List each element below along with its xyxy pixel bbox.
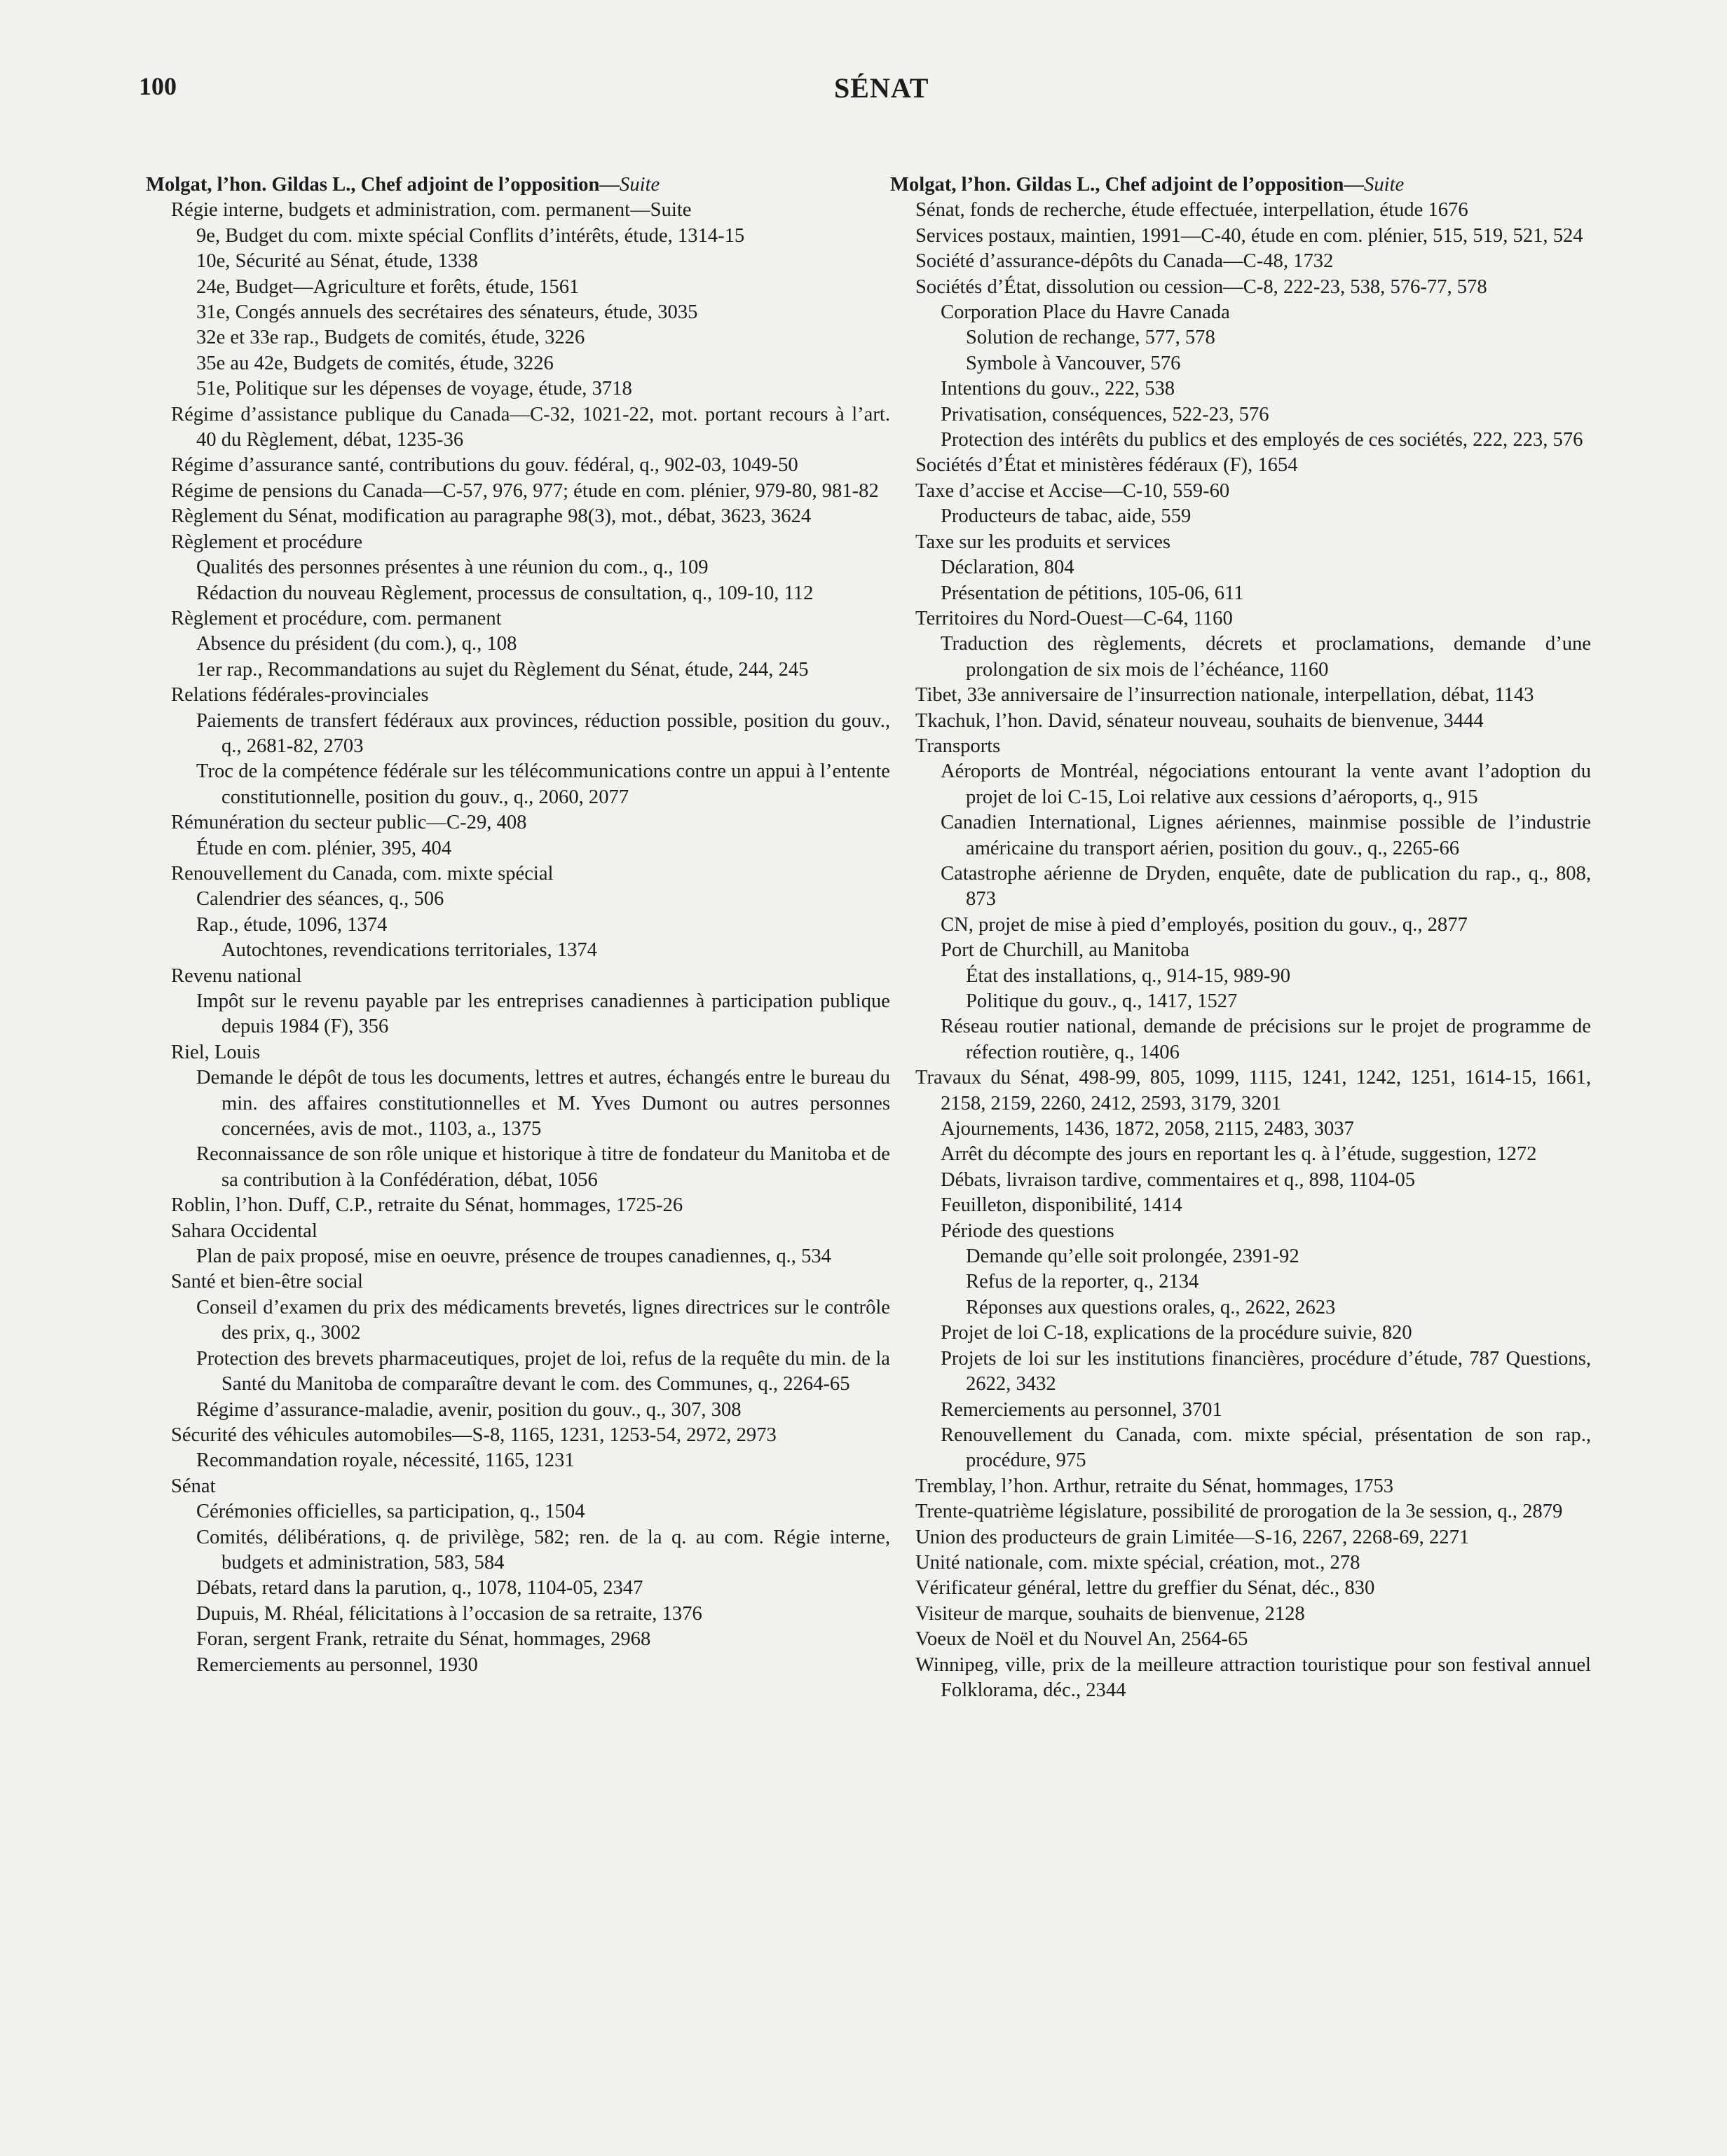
index-entry-text: Réponses aux questions orales, q., 2622, 2623 — [966, 1296, 1336, 1318]
index-entry-text: Feuilleton, disponibilité, 1414 — [941, 1194, 1182, 1217]
index-entry — [890, 555, 1591, 580]
index-entry-text: Dupuis, M. Rhéal, félicitations à l’occasion de sa retraite, 1376 — [196, 1602, 702, 1625]
index-entry — [146, 887, 890, 912]
index-entry — [146, 683, 890, 708]
index-entry-text: Troc de la compétence fédérale sur les télécommunications contre un appui à l’entente constitutionnelle, position du gouv., q., 2060, 2077 — [196, 760, 890, 808]
index-entry-text: Rémunération du secteur public—C-29, 408 — [171, 812, 527, 834]
index-entry-text: Molgat, l’hon. Gildas L., Chef adjoint de l’opposition— — [146, 174, 620, 196]
index-entry — [890, 1244, 1591, 1269]
index-entry-text: Régime d’assurance-maladie, avenir, position du gouv., q., 307, 308 — [196, 1398, 742, 1421]
index-entry-text: Tkachuk, l’hon. David, sénateur nouveau, souhaits de bienvenue, 3444 — [915, 709, 1484, 732]
index-entry-text: Relations fédérales-provinciales — [171, 684, 429, 707]
index-entry-text: Sahara Occidental — [171, 1220, 318, 1242]
index-entry — [890, 275, 1591, 300]
index-entry — [146, 1142, 890, 1193]
index-entry — [890, 989, 1591, 1014]
index-entry-text: Traduction des règlements, décrets et proclamations, demande d’une prolongation de six mois de l’échéance, 1160 — [941, 633, 1591, 681]
index-entry — [146, 325, 890, 350]
index-entry-text: Voeux de Noël et du Nouvel An, 2564-65 — [915, 1628, 1248, 1651]
index-entry-text: Arrêt du décompte des jours en reportant les q. à l’étude, suggestion, 1272 — [941, 1143, 1537, 1166]
index-entry — [146, 989, 890, 1040]
index-entry-text: Port de Churchill, au Manitoba — [941, 939, 1189, 962]
index-entry-text: Tibet, 33e anniversaire de l’insurrection nationale, interpellation, débat, 1143 — [915, 684, 1534, 707]
index-entry-text: Sénat, fonds de recherche, étude effectuée, interpellation, étude 1676 — [915, 199, 1468, 221]
index-entry-text: Régie interne, budgets et administration, com. permanent—Suite — [171, 199, 692, 221]
index-entry — [890, 428, 1591, 453]
index-entry-text: Catastrophe aérienne de Dryden, enquête, date de publication du rap., q., 808, 873 — [941, 862, 1591, 910]
index-entry-text: Remerciements au personnel, 1930 — [196, 1653, 478, 1676]
index-entry — [146, 1244, 890, 1269]
index-entry-text: Recommandation royale, nécessité, 1165, 1231 — [196, 1449, 575, 1472]
index-entry-text: Présentation de pétitions, 105-06, 611 — [941, 582, 1244, 604]
index-entry — [890, 734, 1591, 759]
index-entry-text: Sociétés d’État et ministères fédéraux (F), 1654 — [915, 454, 1298, 477]
index-entry-text: Qualités des personnes présentes à une réunion du com., q., 109 — [196, 557, 709, 579]
index-entry — [890, 632, 1591, 683]
index-entry — [890, 1295, 1591, 1321]
index-entry-text: Remerciements au personnel, 3701 — [941, 1398, 1222, 1421]
index-entry — [890, 606, 1591, 632]
index-entry-text: Producteurs de tabac, aide, 559 — [941, 505, 1192, 528]
index-entry — [890, 224, 1591, 249]
index-entry — [146, 1193, 890, 1218]
index-entry-text: 24e, Budget—Agriculture et forêts, étude, 1561 — [196, 275, 580, 298]
index-entry-text: 32e et 33e rap., Budgets de comités, étude, 3226 — [196, 327, 585, 349]
index-entry-text: Débats, livraison tardive, commentaires et q., 898, 1104-05 — [941, 1168, 1416, 1191]
index-entry — [146, 938, 890, 963]
index-entry-text: Conseil d’examen du prix des médicaments brevetés, lignes directrices sur le contrôle des prix, q., 3002 — [196, 1296, 890, 1344]
index-entry — [890, 1219, 1591, 1244]
index-entry-text: Renouvellement du Canada, com. mixte spécial — [171, 862, 554, 885]
index-entry-text: Projets de loi sur les institutions financières, procédure d’étude, 787 Questions, 2622, 3432 — [941, 1347, 1591, 1396]
left-column — [146, 172, 890, 1678]
index-entry — [146, 453, 890, 478]
index-entry-text: Taxe sur les produits et services — [915, 531, 1171, 553]
index-entry — [146, 1295, 890, 1346]
index-entry — [146, 913, 890, 938]
index-entry — [146, 504, 890, 529]
index-entry — [146, 198, 890, 223]
index-entry — [146, 709, 890, 760]
index-entry — [890, 325, 1591, 350]
index-entry-text: Molgat, l’hon. Gildas L., Chef adjoint de l’opposition— — [890, 174, 1365, 196]
index-entry — [890, 709, 1591, 734]
index-entry — [146, 1525, 890, 1576]
index-entry-text: Comités, délibérations, q. de privilège, 582; ren. de la q. au com. Régie interne, budgets et administration, 583, 584 — [196, 1526, 890, 1574]
index-entry — [146, 1423, 890, 1448]
index-entry-text: Régime de pensions du Canada—C-57, 976, 977; étude en com. plénier, 979-80, 981-82 — [171, 479, 879, 502]
index-entry — [146, 606, 890, 632]
index-entry-text: Unité nationale, com. mixte spécial, création, mot., 278 — [915, 1551, 1360, 1574]
index-entry — [890, 249, 1591, 274]
index-entry-text: Trente-quatrième législature, possibilité de prorogation de la 3e session, q., 2879 — [915, 1501, 1563, 1523]
index-entry — [890, 402, 1591, 428]
index-entry-text: Symbole à Vancouver, 576 — [966, 352, 1181, 374]
index-entry-text: 1er rap., Recommandations au sujet du Règlement du Sénat, étude, 244, 245 — [196, 658, 809, 681]
index-entry — [890, 1014, 1591, 1065]
index-heading-suffix: Suite — [1364, 174, 1405, 196]
index-entry-text: Sénat — [171, 1475, 216, 1497]
index-entry — [146, 1065, 890, 1142]
index-entry — [890, 1499, 1591, 1524]
index-entry — [890, 1321, 1591, 1346]
index-entry-text: Intentions du gouv., 222, 538 — [941, 378, 1175, 400]
index-entry — [890, 810, 1591, 861]
index-entry — [146, 1499, 890, 1524]
index-entry — [890, 504, 1591, 529]
index-entry-text: Tremblay, l’hon. Arthur, retraite du Sénat, hommages, 1753 — [915, 1475, 1394, 1497]
index-entry-text: Autochtones, revendications territoriales, 1374 — [221, 939, 597, 962]
index-entry-text: Canadien International, Lignes aériennes, mainmise possible de l’industrie américaine du transport aérien, position du gouv., q., 2265-66 — [941, 812, 1591, 859]
index-entry-text: Refus de la reporter, q., 2134 — [966, 1271, 1199, 1293]
index-entry-text: Solution de rechange, 577, 578 — [966, 327, 1215, 349]
index-entry-text: Renouvellement du Canada, com. mixte spécial, présentation de son rap., procédure, 975 — [941, 1424, 1591, 1472]
index-entry-text: Étude en com. plénier, 395, 404 — [196, 837, 452, 859]
index-entry — [890, 530, 1591, 555]
index-entry — [890, 300, 1591, 325]
index-entry-text: 51e, Politique sur les dépenses de voyage, étude, 3718 — [196, 378, 632, 400]
index-entry — [146, 861, 890, 887]
index-entry-text: Transports — [915, 735, 1001, 757]
index-entry-text: Réseau routier national, demande de précisions sur le projet de programme de réfection routière, q., 1406 — [941, 1016, 1591, 1063]
index-entry — [890, 453, 1591, 478]
index-entry-text: Calendrier des séances, q., 506 — [196, 888, 444, 910]
index-entry — [890, 938, 1591, 963]
index-entry — [146, 657, 890, 683]
index-entry — [146, 1269, 890, 1295]
index-entry-text: Vérificateur général, lettre du greffier du Sénat, déc., 830 — [915, 1577, 1375, 1599]
index-entry — [890, 913, 1591, 938]
index-entry — [146, 402, 890, 453]
index-entry — [146, 1448, 890, 1473]
index-entry — [890, 581, 1591, 606]
index-entry-text: Aéroports de Montréal, négociations entourant la vente avant l’adoption du projet de loi C-15, Loi relative aux cessions d’aéroports, q., 915 — [941, 760, 1591, 808]
index-entry — [890, 1168, 1591, 1193]
index-entry-text: Travaux du Sénat, 498-99, 805, 1099, 1115, 1241, 1242, 1251, 1614-15, 1661, 2158, 2159, 2260, 2412, 2593, 3179, 3201 — [915, 1067, 1591, 1114]
index-entry — [146, 1653, 890, 1678]
index-entry-text: Règlement et procédure — [171, 531, 363, 553]
index-entry — [890, 1065, 1591, 1117]
index-entry — [146, 810, 890, 835]
index-entry — [146, 581, 890, 606]
index-entry-text: Protection des intérêts du publics et des employés de ces sociétés, 222, 223, 576 — [941, 429, 1583, 451]
index-entry — [146, 555, 890, 580]
index-entry — [890, 1398, 1591, 1423]
index-entry-text: Plan de paix proposé, mise en oeuvre, présence de troupes canadiennes, q., 534 — [196, 1246, 831, 1268]
index-entry-text: État des installations, q., 914-15, 989-90 — [966, 964, 1291, 987]
index-entry — [890, 1193, 1591, 1218]
index-entry-text: 31e, Congés annuels des secrétaires des sénateurs, étude, 3035 — [196, 301, 698, 324]
index-entry-text: Impôt sur le revenu payable par les entreprises canadiennes à participation publique depuis 1984 (F), 356 — [196, 990, 890, 1038]
index-entry-text: Sécurité des véhicules automobiles—S-8, 1165, 1231, 1253-54, 2972, 2973 — [171, 1424, 777, 1446]
index-entry — [890, 1653, 1591, 1704]
index-entry-text: Société d’assurance-dépôts du Canada—C-48, 1732 — [915, 250, 1334, 273]
index-entry — [146, 224, 890, 249]
index-entry — [890, 683, 1591, 708]
index-entry — [890, 351, 1591, 376]
index-entry-text: Territoires du Nord-Ouest—C-64, 1160 — [915, 607, 1233, 629]
index-entry — [890, 964, 1591, 989]
index-heading — [890, 172, 1591, 198]
index-entry — [146, 759, 890, 810]
index-entry-text: 10e, Sécurité au Sénat, étude, 1338 — [196, 250, 478, 273]
index-entry-text: CN, projet de mise à pied d’employés, position du gouv., q., 2877 — [941, 913, 1468, 936]
index-entry-text: Services postaux, maintien, 1991—C-40, étude en com. plénier, 515, 519, 521, 524 — [915, 224, 1583, 247]
index-entry-text: Santé et bien-être social — [171, 1271, 363, 1293]
right-column — [890, 172, 1591, 1703]
index-entry — [890, 376, 1591, 402]
index-entry-text: Taxe d’accise et Accise—C-10, 559-60 — [915, 479, 1230, 502]
index-entry — [146, 479, 890, 504]
index-entry — [146, 1627, 890, 1652]
index-entry-text: Absence du président (du com.), q., 108 — [196, 633, 517, 655]
page-number: 100 — [139, 72, 177, 100]
index-entry-text: Riel, Louis — [171, 1041, 261, 1063]
index-entry-text: Foran, sergent Frank, retraite du Sénat, hommages, 2968 — [196, 1628, 651, 1651]
index-entry-text: Ajournements, 1436, 1872, 2058, 2115, 2483, 3037 — [941, 1118, 1354, 1140]
index-entry — [890, 1346, 1591, 1398]
index-heading — [146, 172, 890, 198]
index-entry-text: Débats, retard dans la parution, q., 1078, 1104-05, 2347 — [196, 1577, 643, 1599]
index-entry-text: 9e, Budget du com. mixte spécial Conflits d’intérêts, étude, 1314-15 — [196, 224, 745, 247]
index-entry — [146, 300, 890, 325]
index-entry-text: Roblin, l’hon. Duff, C.P., retraite du Sénat, hommages, 1725-26 — [171, 1194, 683, 1217]
index-entry-text: Sociétés d’État, dissolution ou cession—C-8, 222-23, 538, 576-77, 578 — [915, 275, 1487, 298]
index-entry — [890, 1142, 1591, 1167]
index-entry — [146, 351, 890, 376]
index-entry — [146, 1040, 890, 1065]
index-entry-text: Corporation Place du Havre Canada — [941, 301, 1230, 324]
index-entry-text: Reconnaissance de son rôle unique et historique à titre de fondateur du Manitoba et de sa contribution à la Confédération, débat, 1056 — [196, 1143, 890, 1191]
index-entry-text: Déclaration, 804 — [941, 557, 1074, 579]
index-entry-text: Régime d’assurance santé, contributions du gouv. fédéral, q., 902-03, 1049-50 — [171, 454, 798, 477]
index-entry-text: Projet de loi C-18, explications de la procédure suivie, 820 — [941, 1322, 1412, 1344]
index-entry — [890, 861, 1591, 913]
index-entry — [890, 1423, 1591, 1474]
index-entry-text: Période des questions — [941, 1220, 1114, 1242]
index-entry — [890, 479, 1591, 504]
index-entry-text: Rédaction du nouveau Règlement, processus de consultation, q., 109-10, 112 — [196, 582, 814, 604]
index-entry-text: Cérémonies officielles, sa participation, q., 1504 — [196, 1501, 585, 1523]
index-entry — [146, 530, 890, 555]
index-entry — [146, 632, 890, 657]
index-entry — [890, 1269, 1591, 1295]
index-entry — [890, 198, 1591, 223]
index-entry-text: Visiteur de marque, souhaits de bienvenue, 2128 — [915, 1602, 1305, 1625]
index-entry — [890, 1550, 1591, 1576]
index-entry — [146, 1576, 890, 1601]
index-entry — [146, 275, 890, 300]
index-entry-text: Rap., étude, 1096, 1374 — [196, 913, 388, 936]
index-entry — [146, 1346, 890, 1398]
index-entry — [146, 964, 890, 989]
index-entry-text: Politique du gouv., q., 1417, 1527 — [966, 990, 1238, 1012]
index-entry-text: 35e au 42e, Budgets de comités, étude, 3226 — [196, 352, 554, 374]
index-entry — [890, 1602, 1591, 1627]
index-entry — [146, 1398, 890, 1423]
index-entry-text: Règlement et procédure, com. permanent — [171, 607, 502, 629]
index-entry — [890, 1117, 1591, 1142]
index-entry-text: Demande le dépôt de tous les documents, lettres et autres, échangés entre le bureau du min. des affaires constitutionnelles et M. Yves Dumont ou autres personnes concernées, avis de mot., 1103, a., 1375 — [196, 1067, 890, 1140]
index-entry-text: Paiements de transfert fédéraux aux provinces, réduction possible, position du gouv., q., 2681-82, 2703 — [196, 709, 890, 757]
index-entry — [146, 249, 890, 274]
index-entry — [146, 1219, 890, 1244]
index-heading-suffix: Suite — [620, 174, 660, 196]
index-entry — [890, 1474, 1591, 1499]
index-entry — [146, 1474, 890, 1499]
page-title: SÉNAT — [834, 72, 929, 104]
index-entry-text: Régime d’assistance publique du Canada—C-32, 1021-22, mot. portant recours à l’art. 40 du Règlement, débat, 1235-36 — [171, 403, 890, 451]
index-entry-text: Winnipeg, ville, prix de la meilleure attraction touristique pour son festival annuel Folklorama, déc., 2344 — [915, 1653, 1591, 1701]
index-entry-text: Règlement du Sénat, modification au paragraphe 98(3), mot., débat, 3623, 3624 — [171, 505, 812, 528]
index-entry — [890, 1525, 1591, 1550]
index-entry-text: Union des producteurs de grain Limitée—S-16, 2267, 2268-69, 2271 — [915, 1526, 1470, 1548]
index-entry — [890, 759, 1591, 810]
index-entry — [146, 376, 890, 402]
index-entry-text: Privatisation, conséquences, 522-23, 576 — [941, 403, 1269, 425]
index-entry-text: Protection des brevets pharmaceutiques, projet de loi, refus de la requête du min. de la Santé du Manitoba de comparaître devant le com. des Communes, q., 2264-65 — [196, 1347, 890, 1396]
index-entry — [146, 836, 890, 861]
index-entry — [146, 1602, 890, 1627]
index-entry — [890, 1627, 1591, 1652]
index-entry-text: Revenu national — [171, 964, 302, 987]
index-entry — [890, 1576, 1591, 1601]
index-entry-text: Demande qu’elle soit prolongée, 2391-92 — [966, 1246, 1299, 1268]
